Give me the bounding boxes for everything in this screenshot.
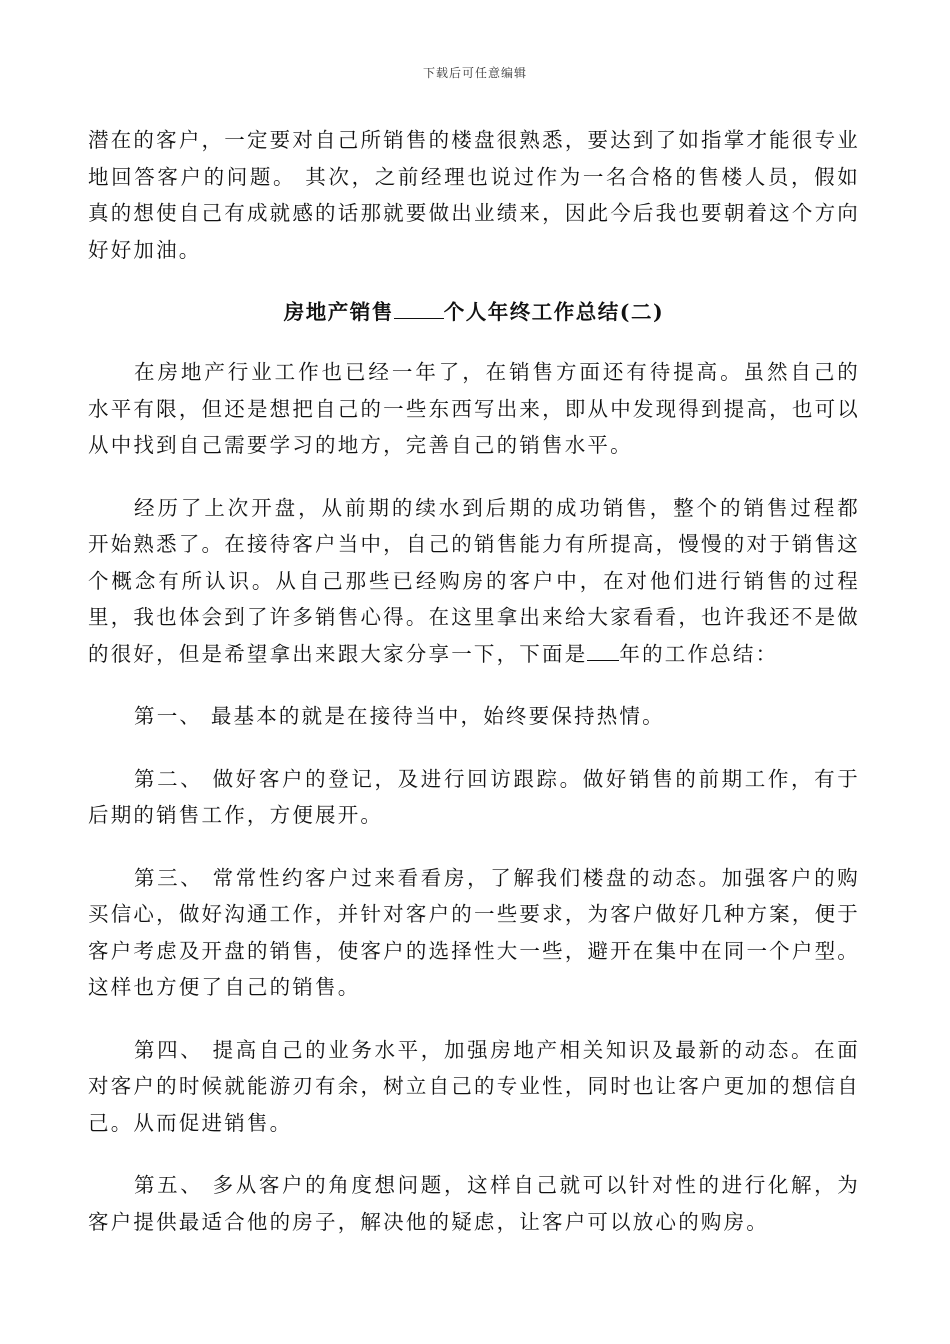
section-title-part-1: 房地产销售 [283, 300, 394, 324]
list-item-fifth: 第五、 多从客户的角度想问题，这样自己就可以针对性的进行化解，为客户提供最适合他的房子，解决他的疑虑，让客户可以放心的购房。 [88, 1173, 860, 1234]
list-item-second: 第二、 做好客户的登记，及进行回访跟踪。做好销售的前期工作，有于后期的销售工作，方便展开。 [88, 766, 860, 827]
paragraph-intro: 在房地产行业工作也已经一年了，在销售方面还有待提高。虽然自己的水平有限，但还是想把自己的一些东西写出来，即从中发现得到提高，也可以从中找到自己需要学习的地方，完善自己的销售水平。 [88, 360, 860, 457]
paragraph-experience-text: 经历了上次开盘，从前期的续水到后期的成功销售，整个的销售过程都开始熟悉了。在接待客户当中，自己的销售能力有所提高，慢慢的对于销售这个概念有所认识。从自己那些已经购房的客户中，在对他们进行销售的过程里，我也体会到了许多销售心得。在这里拿出来给大家看看，也许我还不是做的很好，但是希望拿出来跟大家分享一下，下面是 [88, 495, 860, 666]
paragraph-experience [88, 490, 860, 673]
document-body [88, 122, 860, 1240]
list-item-first: 第一、 最基本的就是在接待当中，始终要保持热情。 [134, 704, 665, 728]
paragraph-experience-tail: 年的工作总结： [619, 641, 779, 666]
year-blank-underline [587, 638, 619, 661]
paragraph-continuation: 潜在的客户，一定要对自己所销售的楼盘很熟悉，要达到了如指掌才能很专业地回答客户的问题。 其次，之前经理也说过作为一名合格的售楼人员，假如真的想使自己有成就感的话那就要做出业绩来，因此今后我也要朝着这个方向好好加油。 [88, 128, 860, 262]
title-blank-underline [394, 296, 444, 319]
header-note: 下载后可任意编辑 [422, 66, 527, 80]
list-item-third: 第三、 常常性约客户过来看看房，了解我们楼盘的动态。加强客户的购买信心，做好沟通工作，并针对客户的一些要求，为客户做好几种方案，便于客户考虑及开盘的销售，使客户的选择性大一些，避开在集中在同一个户型。这样也方便了自己的销售。 [88, 865, 860, 999]
list-item-fourth: 第四、 提高自己的业务水平，加强房地产相关知识及最新的动态。在面对客户的时候就能游刃有余，树立自己的专业性，同时也让客户更加的想信自己。从而促进销售。 [88, 1037, 860, 1135]
section-title [88, 294, 860, 330]
section-title-part-2: 个人年终工作总结(二) [443, 300, 665, 324]
